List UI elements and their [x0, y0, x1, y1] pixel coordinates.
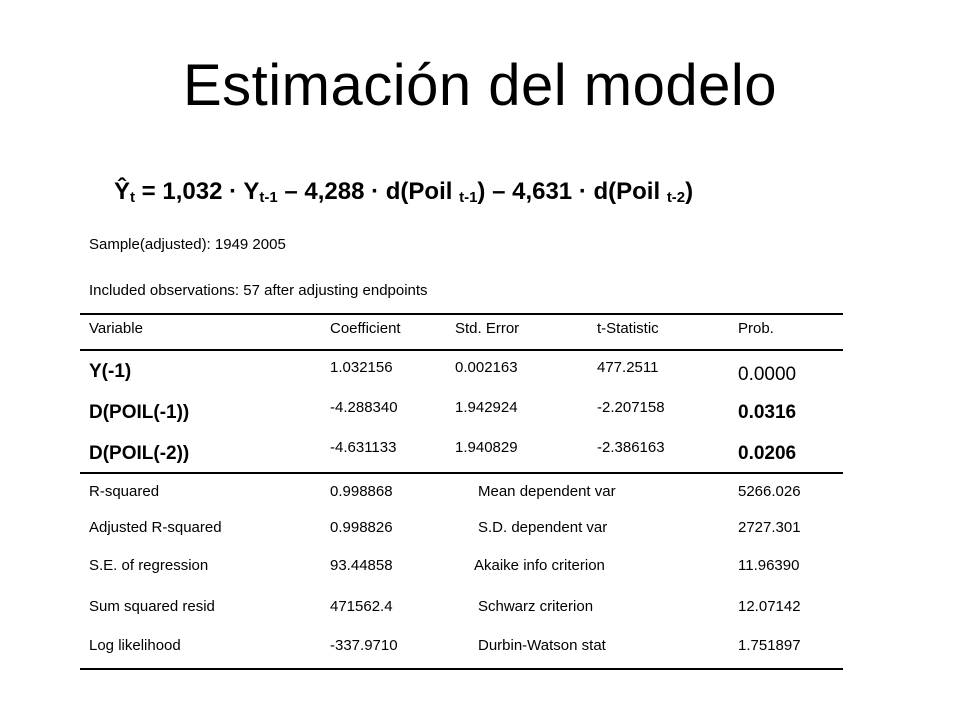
- stat-value: 11.96390: [738, 557, 800, 574]
- variable-cell: D(POIL(-2)): [89, 443, 190, 464]
- stat-value: 471562.4: [330, 598, 393, 615]
- stat-label: Akaike info criterion: [474, 557, 605, 574]
- prob-cell: 0.0000: [738, 364, 797, 385]
- header-bottom-rule: [80, 349, 843, 351]
- header-t-statistic: t-Statistic: [597, 320, 659, 337]
- equation-term-1: = 1,032 · Y: [135, 178, 260, 205]
- variable-cell: D(POIL(-1)): [89, 402, 190, 423]
- equation-lhs: Ŷ: [114, 178, 131, 205]
- header-coefficient: Coefficient: [330, 320, 401, 337]
- std-error-cell: 1.942924: [455, 399, 518, 416]
- equation-lhs-subscript: t: [130, 189, 136, 206]
- t-statistic-cell: -2.207158: [597, 399, 665, 416]
- stat-label: Mean dependent var: [478, 483, 616, 500]
- stat-value: 12.07142: [738, 598, 801, 615]
- table-bottom-rule: [80, 668, 843, 670]
- stat-value: 5266.026: [738, 483, 801, 500]
- stat-label: Adjusted R-squared: [89, 519, 222, 536]
- observations-line: Included observations: 57 after adjusting endpoints: [89, 282, 428, 299]
- header-variable: Variable: [89, 320, 143, 337]
- stat-value: 93.44858: [330, 557, 393, 574]
- header-std-error: Std. Error: [455, 320, 520, 337]
- variable-cell: Y(-1): [89, 361, 132, 382]
- stat-label: Log likelihood: [89, 637, 181, 654]
- coefficient-cell: 1.032156: [330, 359, 393, 376]
- std-error-cell: 1.940829: [455, 439, 518, 456]
- equation-subscript-1: t-1: [259, 189, 278, 206]
- equation-end: ): [685, 178, 694, 205]
- slide-title: Estimación del modelo: [182, 53, 777, 118]
- stat-value: 0.998826: [330, 519, 393, 536]
- stat-value: 0.998868: [330, 483, 393, 500]
- table-top-rule: [80, 313, 843, 315]
- equation-term-2: – 4,288 · d(Poil: [277, 178, 460, 205]
- prob-cell: 0.0316: [738, 402, 797, 423]
- coef-table-bottom-rule: [80, 472, 843, 474]
- stat-value: 1.751897: [738, 637, 801, 654]
- t-statistic-cell: 477.2511: [597, 359, 659, 376]
- equation-subscript-3: t-2: [666, 189, 686, 206]
- stat-label: S.E. of regression: [89, 557, 209, 574]
- sample-line: Sample(adjusted): 1949 2005: [89, 236, 286, 253]
- stat-value: 2727.301: [738, 519, 801, 536]
- stat-value: -337.9710: [330, 637, 398, 654]
- stat-label: Schwarz criterion: [478, 598, 594, 615]
- prob-cell: 0.0206: [738, 443, 797, 464]
- coefficient-cell: -4.288340: [330, 399, 398, 416]
- std-error-cell: 0.002163: [455, 359, 518, 376]
- coefficient-cell: -4.631133: [330, 439, 397, 456]
- stat-label: R-squared: [89, 483, 160, 500]
- model-equation: [114, 178, 693, 206]
- stat-label: Durbin-Watson stat: [478, 637, 606, 654]
- equation-term-3: ) – 4,631 · d(Poil: [477, 178, 667, 205]
- t-statistic-cell: -2.386163: [597, 439, 665, 456]
- stat-label: Sum squared resid: [89, 598, 215, 615]
- equation-subscript-2: t-1: [459, 189, 478, 206]
- header-prob: Prob.: [738, 320, 774, 337]
- stat-label: S.D. dependent var: [478, 519, 608, 536]
